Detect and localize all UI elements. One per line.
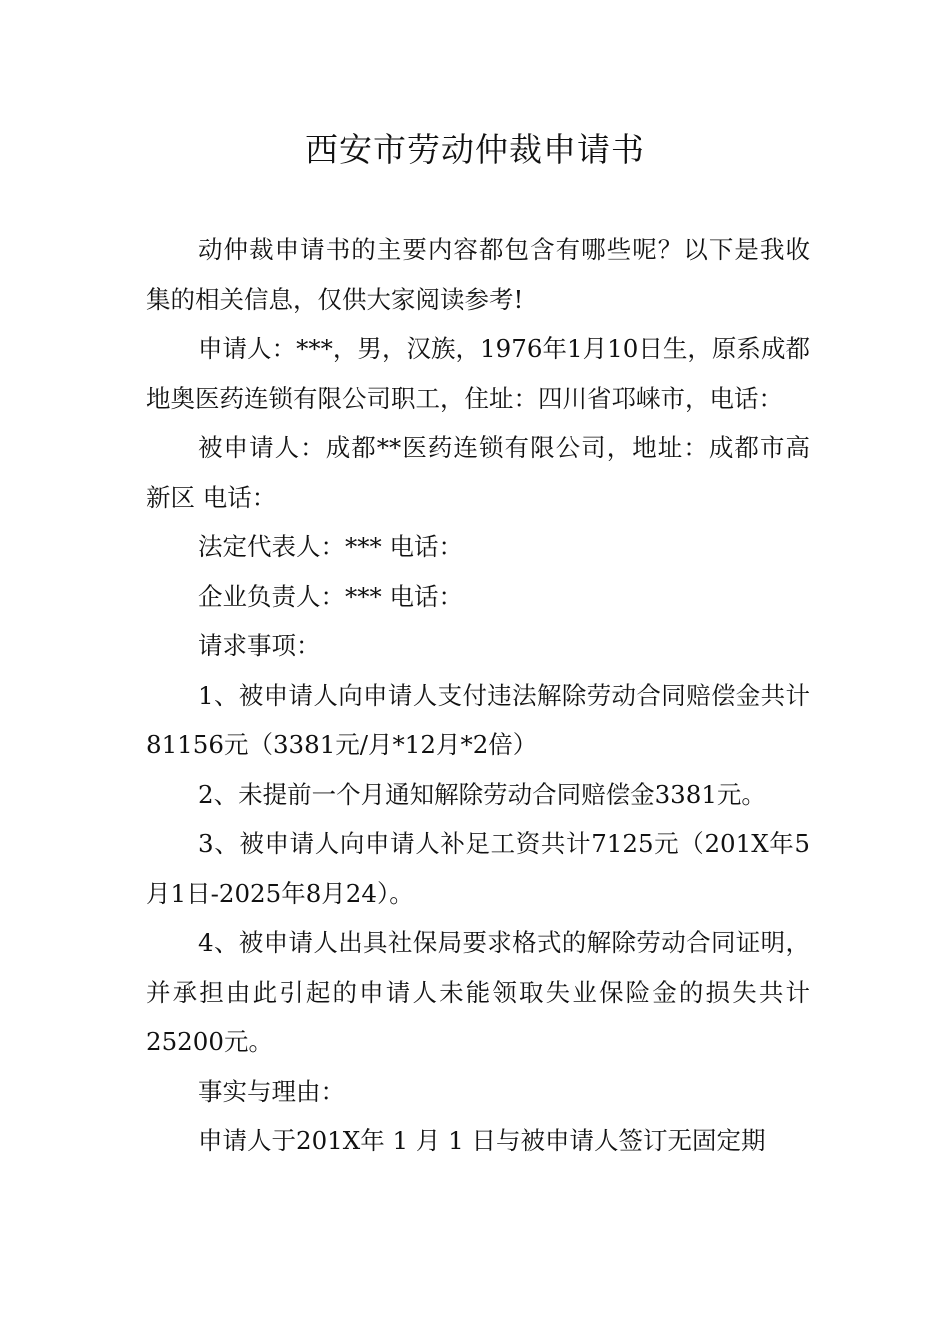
claim-item-3: 3、被申请人向申请人补足工资共计7125元（201X年5月1日-2025年8月24）。 bbox=[146, 829, 810, 908]
claim-item-4: 4、被申请人出具社保局要求格式的解除劳动合同证明，并承担由此引起的申请人未能领取失业保险金的损失共计25200元。 bbox=[146, 928, 810, 1056]
document-body bbox=[146, 225, 810, 1166]
facts-heading: 事实与理由： bbox=[198, 1076, 345, 1106]
legal-representative-line: 法定代表人：*** 电话： bbox=[198, 532, 464, 561]
applicant-paragraph: 申请人：***，男，汉族，1976年1月10日生，原系成都地奥医药连锁有限公司职工，住址：四川省邛崃市，电话： bbox=[146, 334, 810, 413]
claims-heading: 请求事项： bbox=[198, 631, 321, 660]
claim-item-2: 2、未提前一个月通知解除劳动合同赔偿金3381元。 bbox=[198, 779, 766, 809]
facts-paragraph: 申请人于201X年 1 月 1 日与被申请人签订无固定期 bbox=[198, 1126, 766, 1155]
intro-paragraph: 动仲裁申请书的主要内容都包含有哪些呢？以下是我收集的相关信息，仅供大家阅读参考! bbox=[146, 235, 810, 314]
document-title: 西安市劳动仲裁申请书 bbox=[305, 130, 645, 169]
claim-item-1: 1、被申请人向申请人支付违法解除劳动合同赔偿金共计81156元（3381元/月*12月*2倍） bbox=[146, 680, 810, 759]
respondent-paragraph: 被申请人：成都**医药连锁有限公司，地址：成都市高新区 电话： bbox=[146, 433, 810, 512]
enterprise-head-line: 企业负责人：*** 电话： bbox=[198, 581, 464, 611]
